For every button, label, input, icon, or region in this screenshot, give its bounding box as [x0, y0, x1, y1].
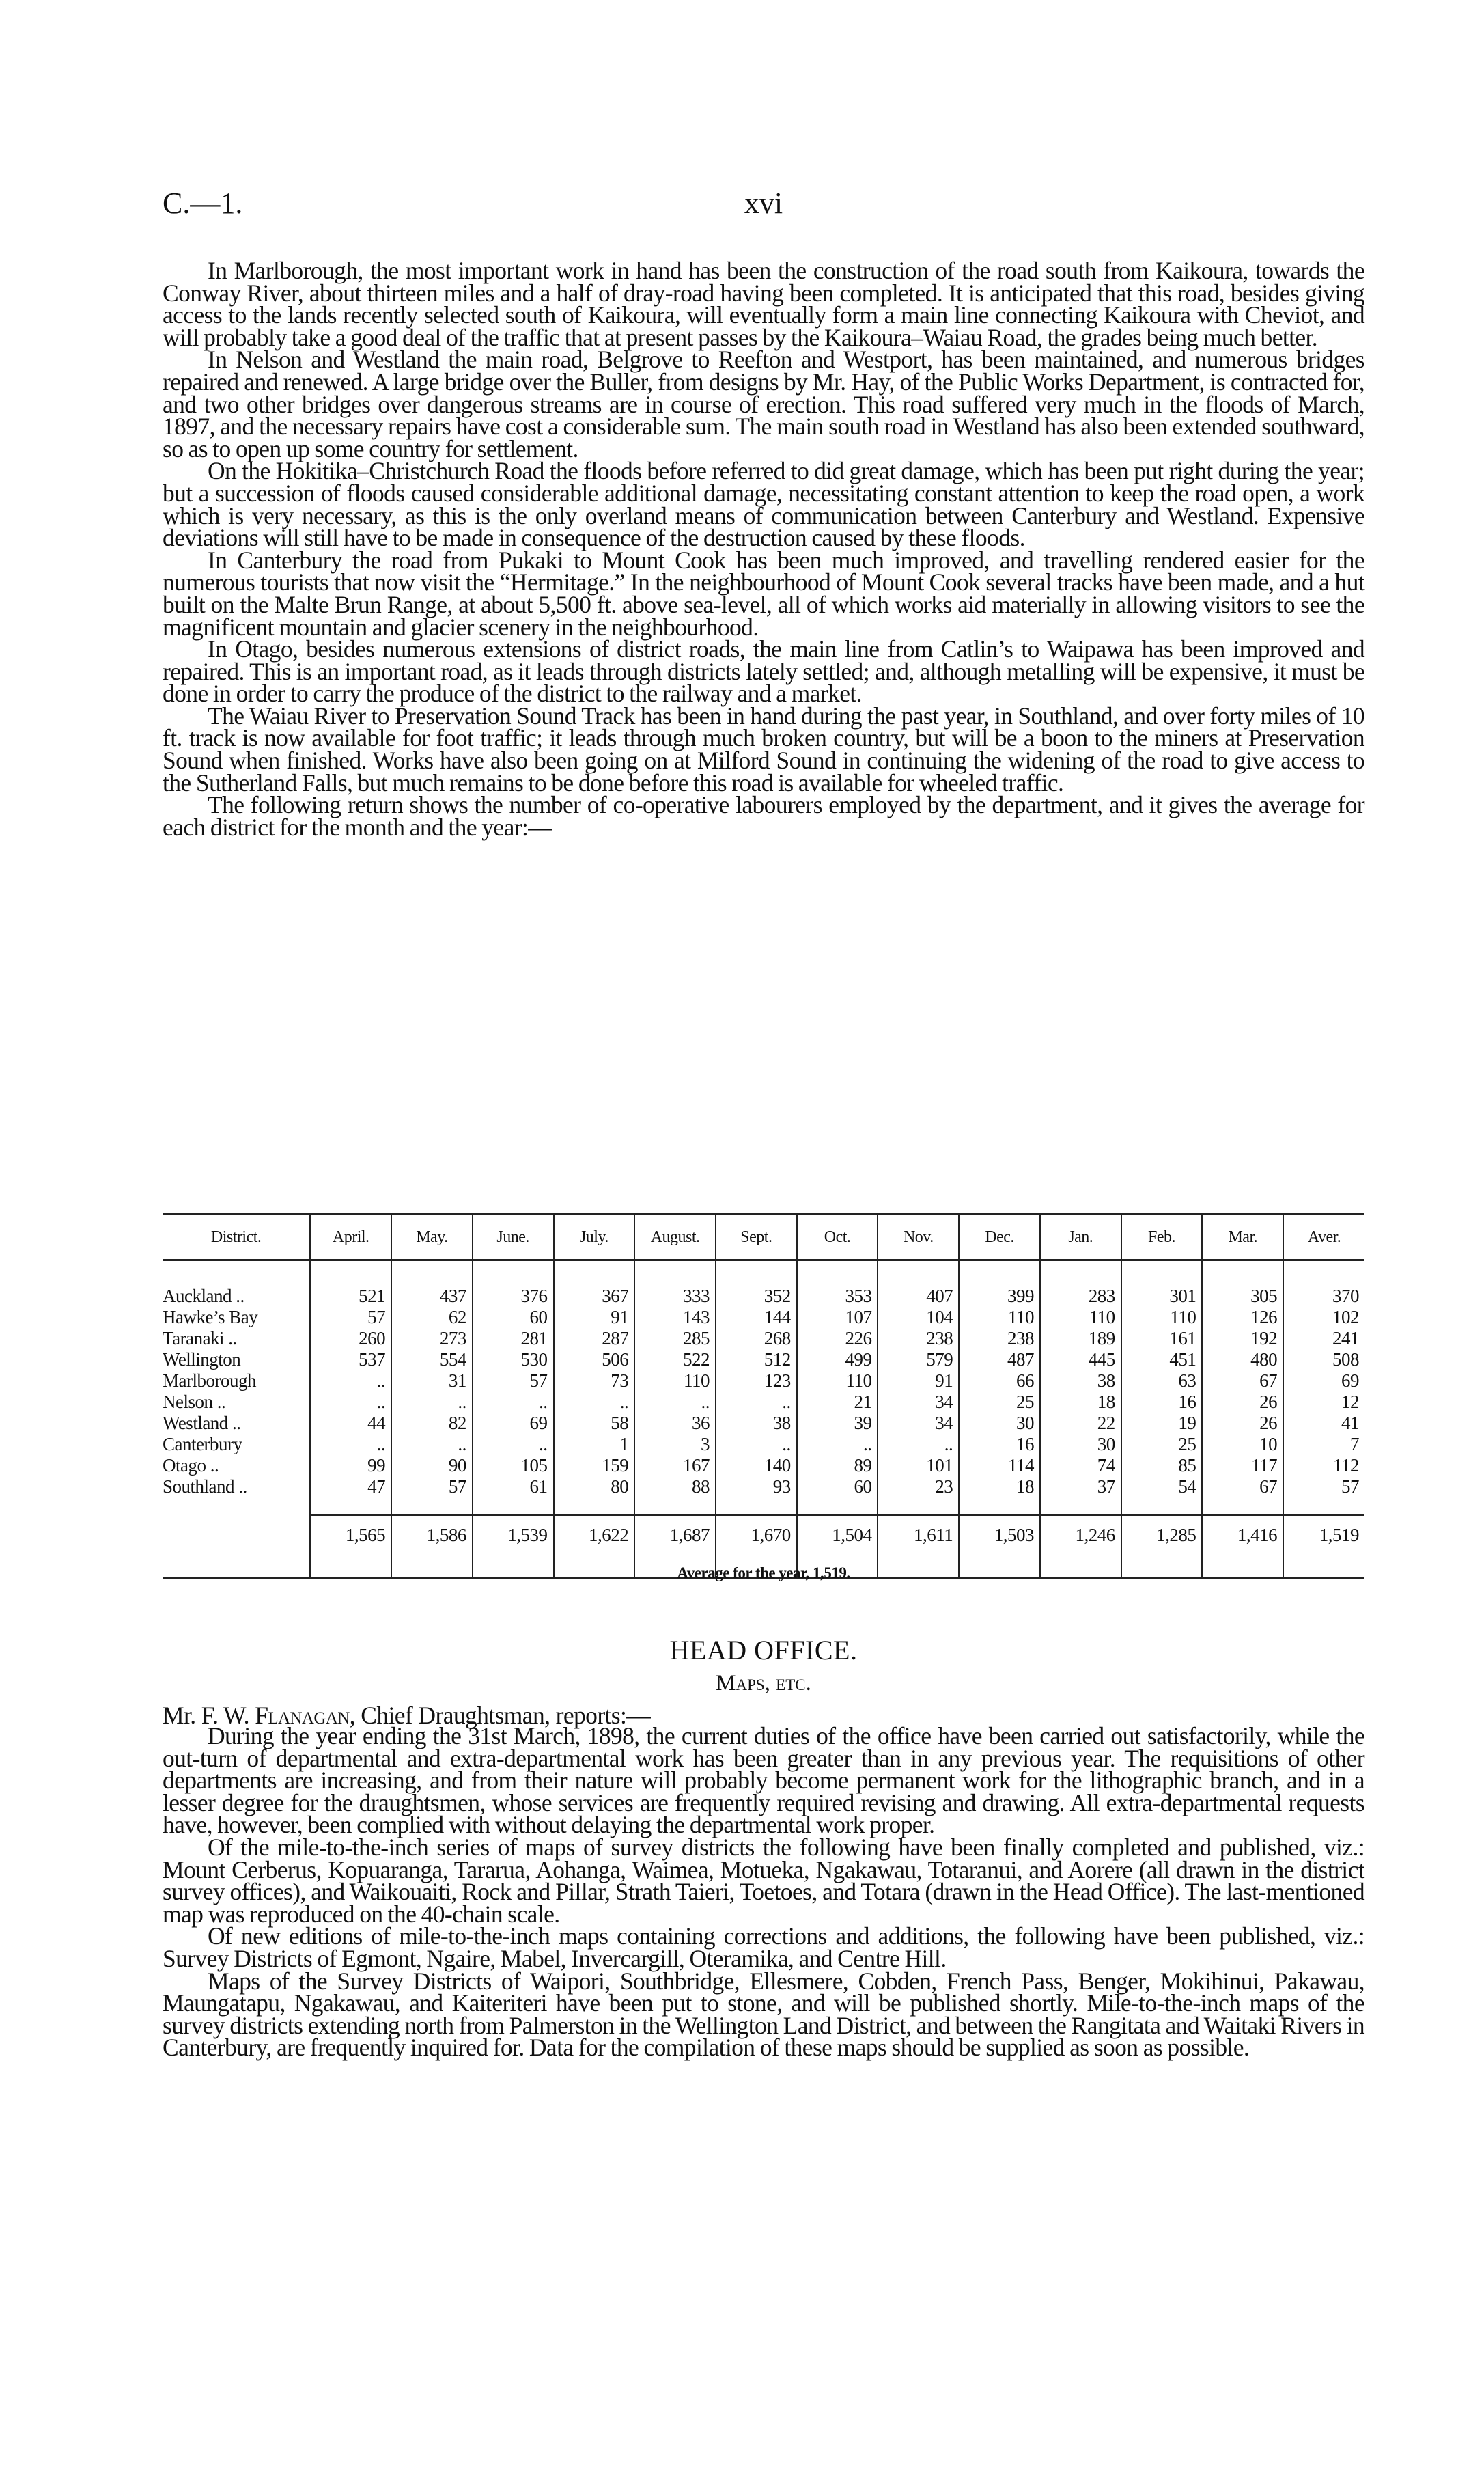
table-cell: 167: [634, 1455, 716, 1476]
table-cell: 34: [878, 1413, 959, 1434]
table-cell: 67: [1202, 1476, 1283, 1497]
table-cell: 143: [634, 1307, 716, 1328]
table-cell: 89: [797, 1455, 878, 1476]
table-cell: 82: [391, 1413, 473, 1434]
table-cell: 102: [1283, 1307, 1364, 1328]
head-office-section: [163, 1722, 1364, 2062]
table-cell: 189: [1040, 1328, 1121, 1349]
table-cell: 54: [1121, 1476, 1203, 1497]
table-cell: ..: [391, 1434, 473, 1455]
table-cell: 554: [391, 1349, 473, 1370]
table-cell: 38: [1040, 1370, 1121, 1392]
table-cell: 10: [1202, 1434, 1283, 1455]
table-cell: 123: [716, 1370, 797, 1392]
table-cell: 530: [473, 1349, 554, 1370]
table-cell: 370: [1283, 1286, 1364, 1307]
column-header: May.: [391, 1215, 473, 1260]
table-cell: 18: [959, 1476, 1040, 1497]
table-row: [163, 1370, 1364, 1392]
table-cell: 537: [310, 1349, 391, 1370]
total-cell: 1,246: [1040, 1515, 1121, 1555]
table-cell: 521: [310, 1286, 391, 1307]
reporter-prefix: Mr. F. W.: [163, 1702, 255, 1729]
table-row: [163, 1307, 1364, 1328]
district-name: Wellington: [163, 1349, 241, 1370]
column-header: April.: [310, 1215, 391, 1260]
table-cell: 99: [310, 1455, 391, 1476]
table-cell: 90: [391, 1455, 473, 1476]
page-number: xvi: [744, 186, 783, 220]
table-cell: 60: [797, 1476, 878, 1497]
table-cell: 260: [310, 1328, 391, 1349]
table-cell: 25: [1121, 1434, 1203, 1455]
table-cell: 88: [634, 1476, 716, 1497]
table-spacer-row: [163, 1497, 1364, 1515]
table-cell: 104: [878, 1307, 959, 1328]
district-name: Taranaki ..: [163, 1328, 237, 1348]
total-cell: 1,687: [634, 1515, 716, 1555]
table-cell: 1: [554, 1434, 635, 1455]
paragraph-otago: In Otago, besides numerous extensions of district roads, the main line from Catlin’s to Waipawa has been improved and repaired. This is an important road, as it leads through districts lately settled; and, although metalling will be expensive, it must be done in order to carry the produce of the district to the railway and a market.: [163, 635, 1364, 708]
table-cell: 241: [1283, 1328, 1364, 1349]
section-subheading: Maps, etc.: [716, 1671, 811, 1696]
total-cell: 1,670: [716, 1515, 797, 1555]
table-cell: 41: [1283, 1413, 1364, 1434]
table-cell: 57: [473, 1370, 554, 1392]
table-cell: ..: [554, 1392, 635, 1413]
table-cell: 376: [473, 1286, 554, 1307]
table-cell: 23: [878, 1476, 959, 1497]
paragraph-mile-maps-completed: Of the mile-to-the-inch series of maps of survey districts the following have been finally completed and published, viz.: Mount Cerberus, Kopuaranga, Tararua, Aohanga, Waimea, Motueka, Ngakawau, Totaranui, and Aorere (all drawn in the district survey offices), and Waikouaiti, Rock and Pillar, Strath Taieri, Toetoes, and Totara (drawn in the Head Office). The last-mentioned map was reproduced on the 40-chain scale.: [163, 1833, 1364, 1928]
table-cell: 110: [1121, 1307, 1203, 1328]
table-row: [163, 1455, 1364, 1476]
table-cell: ..: [473, 1434, 554, 1455]
table-row: [163, 1413, 1364, 1434]
table-row: [163, 1349, 1364, 1370]
column-header: Oct.: [797, 1215, 878, 1260]
table-cell: 480: [1202, 1349, 1283, 1370]
table-cell: 287: [554, 1328, 635, 1349]
column-header: Mar.: [1202, 1215, 1283, 1260]
table-cell: 57: [1283, 1476, 1364, 1497]
total-cell: 1,519: [1283, 1515, 1364, 1555]
total-cell: 1,586: [391, 1515, 473, 1555]
column-header: June.: [473, 1215, 554, 1260]
table-cell: 47: [310, 1476, 391, 1497]
table-cell: 16: [959, 1434, 1040, 1455]
table-cell: 506: [554, 1349, 635, 1370]
table-cell: 3: [634, 1434, 716, 1455]
table-caption: Average for the year, 1,519.: [677, 1564, 850, 1581]
paragraph-new-editions: Of new editions of mile-to-the-inch maps containing corrections and additions, the following have been published, viz.: Survey Districts of Egmont, Ngaire, Mabel, Invercargill, Oteramika, and Centre Hill.: [163, 1922, 1364, 1972]
table-cell: 38: [716, 1413, 797, 1434]
table-cell: 73: [554, 1370, 635, 1392]
table-cell: 110: [1040, 1307, 1121, 1328]
table-cell: 238: [959, 1328, 1040, 1349]
table-cell: 110: [797, 1370, 878, 1392]
district-name: Canterbury: [163, 1434, 242, 1454]
table-cell: 57: [391, 1476, 473, 1497]
paragraph-marlborough: In Marlborough, the most important work in hand has been the construction of the road south from Kaikoura, towards the Conway River, about thirteen miles and a half of dray-road having been completed. It is anticipated that this road, besides giving access to the lands recently selected south of Kaikoura, will eventually form a main line connecting Kaikoura with Cheviot, and will probably take a good deal of the traffic that at present passes by the Kaikoura–Waiau Road, the grades being much better.: [163, 257, 1364, 351]
table-row: [163, 1434, 1364, 1455]
table-cell: ..: [797, 1434, 878, 1455]
table-cell: 91: [878, 1370, 959, 1392]
total-cell: 1,285: [1121, 1515, 1203, 1555]
table-cell: 69: [473, 1413, 554, 1434]
table-cell: 34: [878, 1392, 959, 1413]
table-cell: 499: [797, 1349, 878, 1370]
table-cell: ..: [391, 1392, 473, 1413]
column-header: Dec.: [959, 1215, 1040, 1260]
column-header: Nov.: [878, 1215, 959, 1260]
total-cell: 1,565: [310, 1515, 391, 1555]
column-header: August.: [634, 1215, 716, 1260]
column-header: Jan.: [1040, 1215, 1121, 1260]
table-cell: 18: [1040, 1392, 1121, 1413]
table-cell: 117: [1202, 1455, 1283, 1476]
table-cell: 407: [878, 1286, 959, 1307]
table-cell: 30: [1040, 1434, 1121, 1455]
table-cell: ..: [716, 1392, 797, 1413]
paragraph-nelson-westland: In Nelson and Westland the main road, Belgrove to Reefton and Westport, has been maintained, and numerous bridges repaired and renewed. A large bridge over the Buller, from designs by Mr. Hay, of the Public Works Department, is contracted for, and two other bridges over dangerous streams are in course of erection. This road suffered very much in the floods of March, 1897, and the necessary repairs have cost a considerable sum. The main south road in Westland has also been extended southward, so as to open up some country for settlement.: [163, 346, 1364, 462]
table-cell: 60: [473, 1307, 554, 1328]
table-cell: 74: [1040, 1455, 1121, 1476]
table-cell: 487: [959, 1349, 1040, 1370]
table-cell: 508: [1283, 1349, 1364, 1370]
district-name: Marlborough: [163, 1370, 256, 1391]
table-cell: 105: [473, 1455, 554, 1476]
table-cell: 67: [1202, 1370, 1283, 1392]
total-cell: 1,611: [878, 1515, 959, 1555]
table-cell: 352: [716, 1286, 797, 1307]
column-header: Aver.: [1283, 1215, 1364, 1260]
district-name: Westland ..: [163, 1413, 241, 1433]
table-cell: 110: [634, 1370, 716, 1392]
table-cell: 140: [716, 1455, 797, 1476]
table-row: [163, 1476, 1364, 1497]
table-cell: 80: [554, 1476, 635, 1497]
table-cell: 226: [797, 1328, 878, 1349]
running-head: [163, 186, 1364, 227]
paragraph-canterbury: In Canterbury the road from Pukaki to Mount Cook has been much improved, and travelling rendered easier for the numerous tourists that now visit the “Hermitage.” In the neighbourhood of Mount Cook several tracks have been made, and a hut built on the Malte Brun Range, at about 5,500 ft. above sea-level, all of which works aid materially in allowing visitors to see the magnificent mountain and glacier scenery in the neighbourhood.: [163, 546, 1364, 641]
table-cell: 445: [1040, 1349, 1121, 1370]
table-header-row: [163, 1215, 1364, 1260]
column-header: July.: [554, 1215, 635, 1260]
table-spacer-row: [163, 1260, 1364, 1286]
table-cell: 285: [634, 1328, 716, 1349]
table-cell: 305: [1202, 1286, 1283, 1307]
table-cell: 31: [391, 1370, 473, 1392]
table-cell: 30: [959, 1413, 1040, 1434]
table-cell: 63: [1121, 1370, 1203, 1392]
labourers-table: [163, 1213, 1364, 1579]
reporter-name: Flanagan: [255, 1702, 350, 1729]
table-cell: 22: [1040, 1413, 1121, 1434]
district-name: Otago ..: [163, 1455, 219, 1476]
table-cell: ..: [716, 1434, 797, 1455]
table-cell: 281: [473, 1328, 554, 1349]
table-cell: 69: [1283, 1370, 1364, 1392]
table-cell: 451: [1121, 1349, 1203, 1370]
section-heading: HEAD OFFICE.: [669, 1635, 858, 1665]
table-cell: 437: [391, 1286, 473, 1307]
table-cell: 283: [1040, 1286, 1121, 1307]
total-cell: 1,539: [473, 1515, 554, 1555]
totals-label: [163, 1515, 310, 1555]
table-cell: 62: [391, 1307, 473, 1328]
table-cell: 16: [1121, 1392, 1203, 1413]
table-cell: 39: [797, 1413, 878, 1434]
table-cell: 522: [634, 1349, 716, 1370]
table-cell: 144: [716, 1307, 797, 1328]
totals-row: [163, 1515, 1364, 1555]
paragraph-waiau-preservation: The Waiau River to Preservation Sound Track has been in hand during the past year, in Southland, and over forty miles of 10 ft. track is now available for foot traffic; it leads through much broken country, but will be a boon to the miners at Preservation Sound when finished. Works have also been going on at Milford Sound in continuing the widening of the road to give access to the Sutherland Falls, but much remains to be done before this road is available for wheeled traffic.: [163, 702, 1364, 797]
district-name: Southland ..: [163, 1476, 247, 1497]
table-cell: 353: [797, 1286, 878, 1307]
table-cell: 273: [391, 1328, 473, 1349]
total-cell: 1,416: [1202, 1515, 1283, 1555]
paragraph-maps-to-stone: Maps of the Survey Districts of Waipori, Southbridge, Ellesmere, Cobden, French Pass, Benger, Mokihinui, Pakawau, Maungatapu, Ngakawau, and Kaiteriteri have been put to stone, and will be published shortly. Mile-to-the-inch maps of the survey districts extending north from Palmerston in the Wellington Land District, and between the Rangitata and Waitaki Rivers in Canterbury, are frequently inquired for. Data for the compilation of these maps should be supplied as soon as possible.: [163, 1967, 1364, 2062]
table-cell: 12: [1283, 1392, 1364, 1413]
table-cell: ..: [310, 1392, 391, 1413]
table-cell: 192: [1202, 1328, 1283, 1349]
table-cell: 26: [1202, 1413, 1283, 1434]
table-cell: 26: [1202, 1392, 1283, 1413]
table-cell: ..: [473, 1392, 554, 1413]
table-cell: 238: [878, 1328, 959, 1349]
total-cell: 1,503: [959, 1515, 1040, 1555]
table-cell: ..: [634, 1392, 716, 1413]
table-cell: 93: [716, 1476, 797, 1497]
table-cell: 7: [1283, 1434, 1364, 1455]
table-cell: 367: [554, 1286, 635, 1307]
table-row: [163, 1392, 1364, 1413]
table-cell: 301: [1121, 1286, 1203, 1307]
parliamentary-paper-reference: C.—1.: [163, 186, 243, 220]
table-cell: 333: [634, 1286, 716, 1307]
table-cell: 110: [959, 1307, 1040, 1328]
district-name: Nelson ..: [163, 1392, 226, 1412]
table-cell: 37: [1040, 1476, 1121, 1497]
table-row: [163, 1286, 1364, 1307]
table-cell: 61: [473, 1476, 554, 1497]
table-cell: 91: [554, 1307, 635, 1328]
table-cell: ..: [310, 1370, 391, 1392]
table-cell: 57: [310, 1307, 391, 1328]
table-cell: 268: [716, 1328, 797, 1349]
table-cell: 36: [634, 1413, 716, 1434]
table-cell: 25: [959, 1392, 1040, 1413]
table-cell: 114: [959, 1455, 1040, 1476]
column-header: Feb.: [1121, 1215, 1203, 1260]
total-cell: 1,622: [554, 1515, 635, 1555]
column-header-district: District.: [163, 1215, 310, 1260]
table-cell: 66: [959, 1370, 1040, 1392]
paragraph-return-intro: The following return shows the number of co-operative labourers employed by the department, and it gives the average for each district for the month and the year:—: [163, 791, 1364, 841]
table-cell: 85: [1121, 1455, 1203, 1476]
roads-section: [163, 257, 1364, 841]
table-cell: 399: [959, 1286, 1040, 1307]
paragraph-hokitika-christchurch: On the Hokitika–Christchurch Road the floods before referred to did great damage, which has been put right during the year; but a succession of floods caused considerable additional damage, necessitating constant attention to keep the road open, a work which is very necessary, as this is the only overland means of communication between Canterbury and Westland. Expensive deviations will still have to be made in consequence of the destruction caused by these floods.: [163, 457, 1364, 552]
table-cell: 58: [554, 1413, 635, 1434]
table-cell: 112: [1283, 1455, 1364, 1476]
table-cell: 101: [878, 1455, 959, 1476]
table-cell: ..: [878, 1434, 959, 1455]
table-cell: 161: [1121, 1328, 1203, 1349]
table-cell: 159: [554, 1455, 635, 1476]
reporter-suffix: , Chief Draughtsman, reports:—: [349, 1702, 651, 1729]
table-cell: 126: [1202, 1307, 1283, 1328]
total-cell: 1,504: [797, 1515, 878, 1555]
column-header: Sept.: [716, 1215, 797, 1260]
table-row: [163, 1328, 1364, 1349]
table-cell: 19: [1121, 1413, 1203, 1434]
table-cell: 512: [716, 1349, 797, 1370]
district-name: Hawke’s Bay: [163, 1307, 258, 1327]
district-name: Auckland ..: [163, 1286, 244, 1306]
table-cell: ..: [310, 1434, 391, 1455]
table-cell: 21: [797, 1392, 878, 1413]
table-cell: 44: [310, 1413, 391, 1434]
table-cell: 107: [797, 1307, 878, 1328]
table-cell: 579: [878, 1349, 959, 1370]
paragraph-office-duties: During the year ending the 31st March, 1898, the current duties of the office have been carried out satisfactorily, while the out-turn of departmental and extra-departmental work has been greater than in any previous year. The requisitions of other departments are increasing, and from their nature will probably become permanent work for the lithographic branch, and in a lesser degree for the draughtsmen, whose services are frequently required revising and drawing. All extra-departmental requests have, however, been complied with without delaying the departmental work proper.: [163, 1722, 1364, 1839]
